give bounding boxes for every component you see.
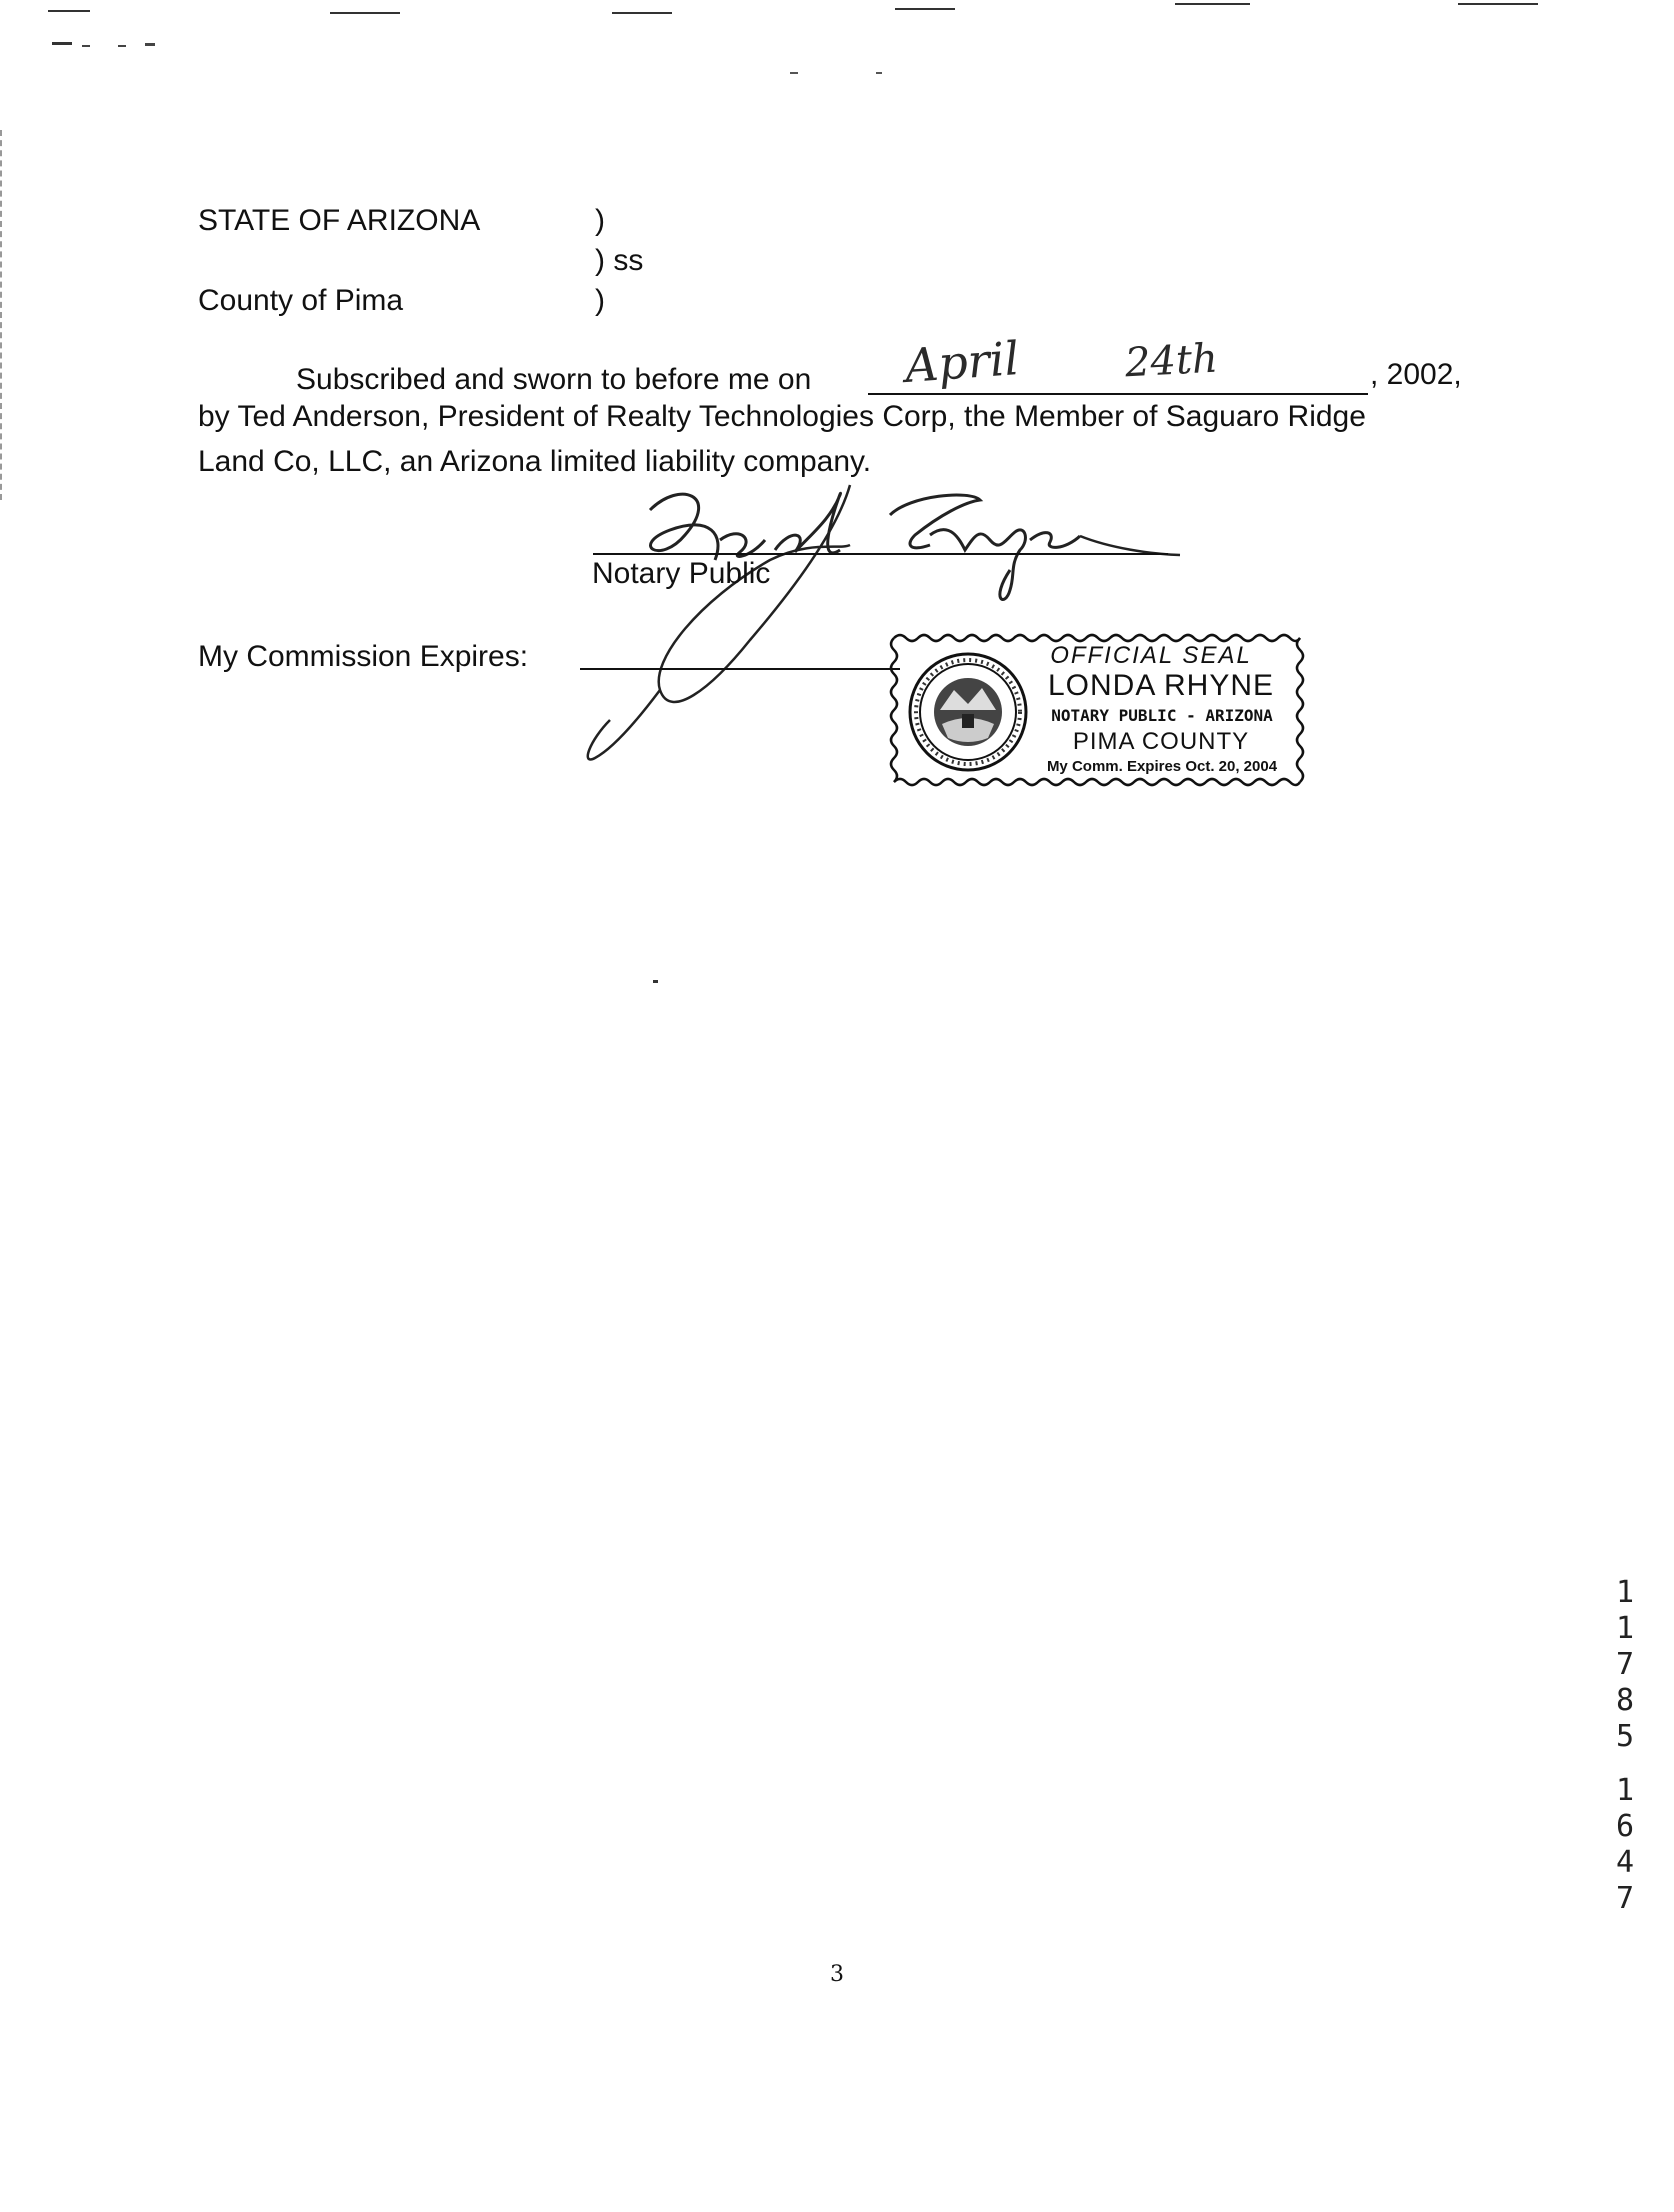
- seal-line-commission: NOTARY PUBLIC - ARIZONA: [1051, 706, 1273, 725]
- venue-state: STATE OF ARIZONA: [198, 204, 481, 237]
- handwritten-date-month: April: [903, 331, 1021, 393]
- seal-line-name: LONDA RHYNE: [1047, 669, 1275, 702]
- venue-paren-ss: ) ss: [595, 244, 644, 277]
- recording-page-digit-2: 6: [1616, 1809, 1635, 1844]
- seal-line-county: PIMA COUNTY: [1072, 728, 1250, 755]
- jurat-line-2: by Ted Anderson, President of Realty Technologies Corp, the Member of Saguaro Ridge: [198, 400, 1366, 433]
- commission-label: My Commission Expires:: [198, 640, 529, 673]
- recording-book-digit-3: 7: [1616, 1647, 1635, 1682]
- commission-blank-line: [580, 668, 900, 670]
- scan-artifact-left-edge: [0, 130, 5, 500]
- venue-county: County of Pima: [198, 284, 404, 317]
- recording-page-digit-4: 7: [1616, 1881, 1635, 1916]
- recording-book-digit-1: 1: [1616, 1575, 1635, 1610]
- seal-line-official: OFFICIAL SEAL: [1050, 642, 1252, 669]
- date-blank-line: [868, 393, 1368, 395]
- recording-book-digit-4: 8: [1616, 1683, 1635, 1718]
- recording-book-digit-5: 5: [1616, 1719, 1635, 1754]
- jurat-prefix: Subscribed and sworn to before me on: [296, 363, 812, 396]
- notary-seal: [888, 632, 1306, 788]
- seal-line-expires: My Comm. Expires Oct. 20, 2004: [1046, 758, 1278, 775]
- page-number: 3: [830, 1962, 844, 1987]
- venue-paren-1: ): [595, 204, 605, 237]
- recording-page-digit-3: 4: [1616, 1845, 1635, 1880]
- scan-artifact-top: [0, 0, 1674, 80]
- handwritten-date-day: 24th: [1123, 335, 1219, 387]
- signature-line: [593, 553, 1168, 555]
- jurat-year: , 2002,: [1370, 358, 1462, 391]
- scan-artifact-dot: [653, 980, 658, 983]
- jurat-line-3: Land Co, LLC, an Arizona limited liability company.: [198, 445, 872, 478]
- recording-book-digit-2: 1: [1616, 1611, 1635, 1646]
- recording-page-digit-1: 1: [1616, 1773, 1635, 1808]
- venue-paren-3: ): [595, 284, 605, 317]
- notary-public-label: Notary Public: [592, 557, 771, 590]
